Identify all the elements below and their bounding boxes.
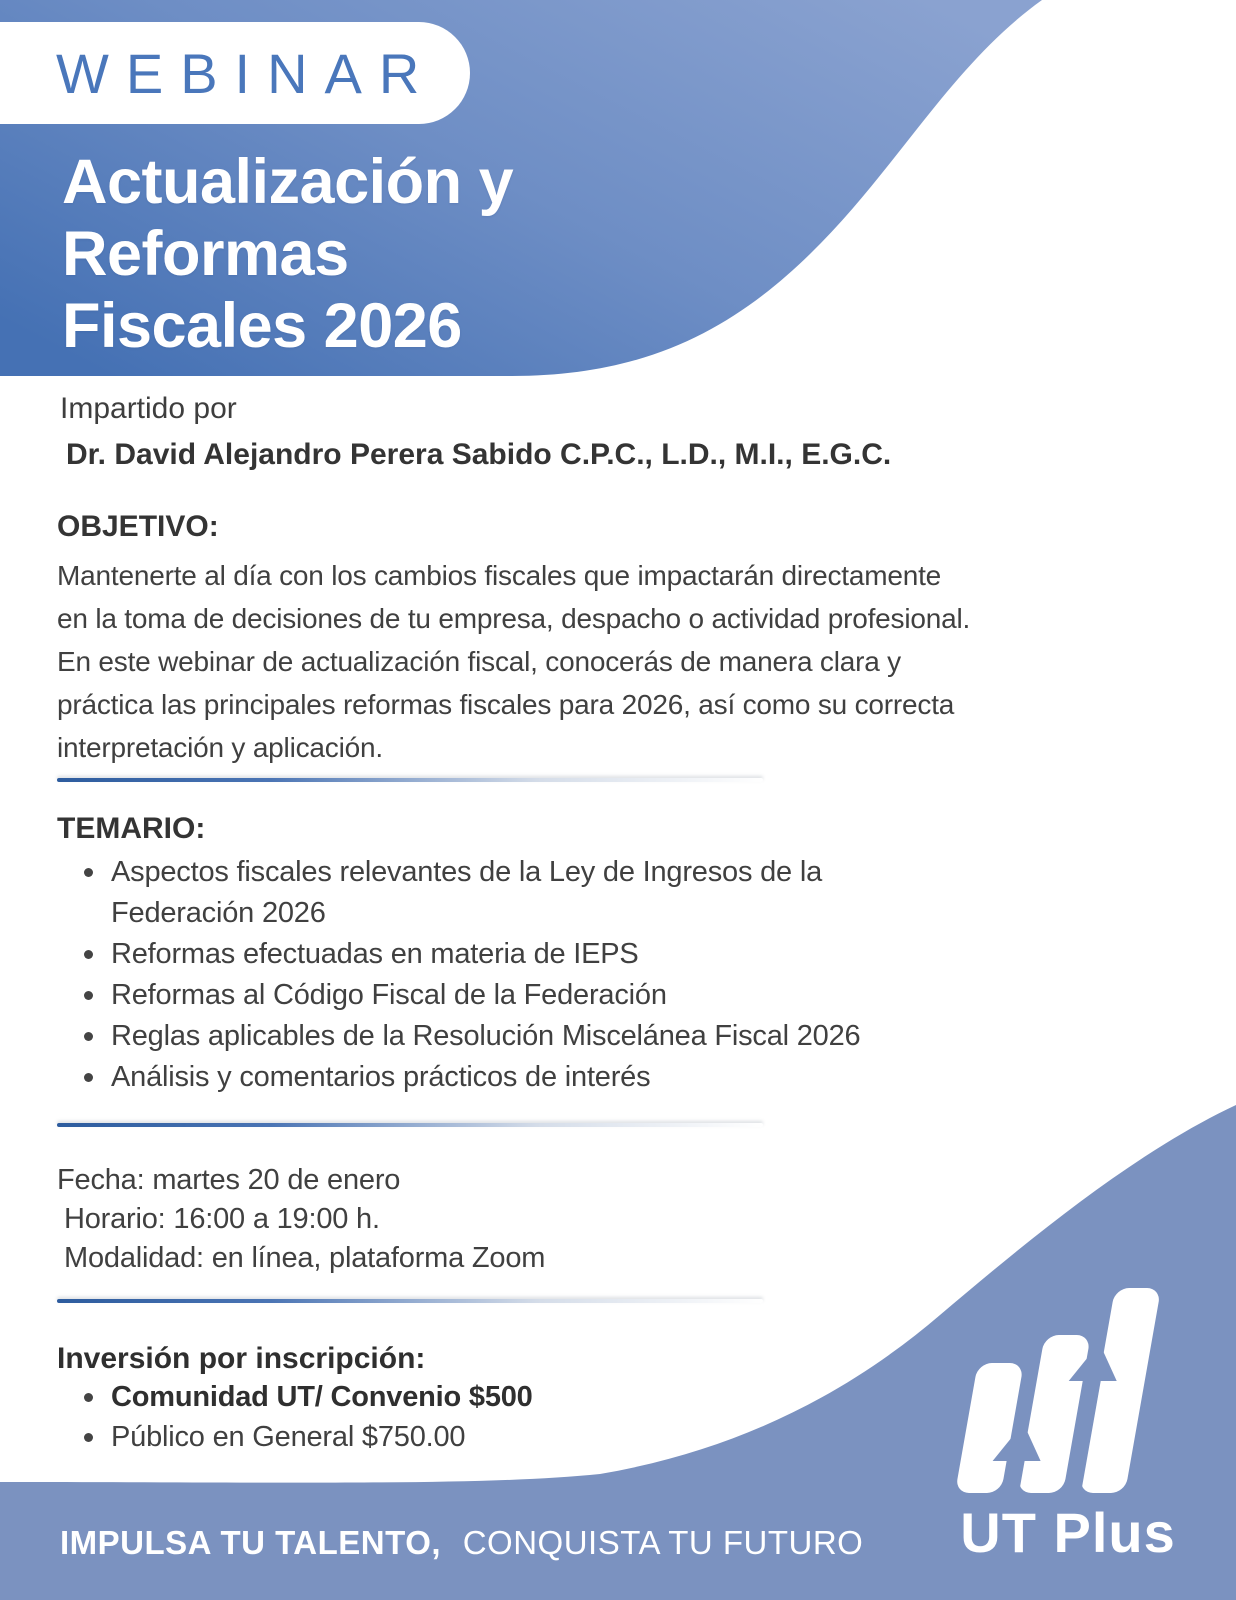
brand-wordmark: UT Plus xyxy=(960,1501,1176,1564)
tagline-bold: IMPULSA TU TALENTO, xyxy=(60,1524,442,1561)
title-line-2: Reformas xyxy=(62,219,349,289)
objective-line: en la toma de decisiones de tu empresa, despacho o actividad profesional. xyxy=(57,603,971,634)
bullet-icon xyxy=(84,868,93,877)
list-item xyxy=(84,934,941,975)
objective-heading: OBJETIVO: xyxy=(57,510,219,543)
objective-line: interpretación y aplicación. xyxy=(57,732,383,763)
webinar-badge xyxy=(0,22,470,124)
schedule-time: Horario: 16:00 a 19:00 h. xyxy=(64,1203,380,1235)
objective-line: En este webinar de actualización fiscal, conocerás de manera clara y xyxy=(57,646,901,677)
list-item xyxy=(84,852,941,934)
list-item-label: Reformas efectuadas en materia de IEPS xyxy=(111,938,639,970)
page-title xyxy=(62,146,513,362)
tagline-rest: CONQUISTA TU FUTURO xyxy=(462,1524,864,1561)
schedule-mode: Modalidad: en línea, plataforma Zoom xyxy=(64,1242,546,1274)
objective-line: práctica las principales reformas fiscales para 2026, así como su correcta xyxy=(57,689,955,720)
pricing-heading: Inversión por inscripción: xyxy=(57,1342,426,1375)
section-divider xyxy=(57,778,763,782)
list-item-label: Reglas aplicables de la Resolución Miscelánea Fiscal 2026 xyxy=(111,1020,861,1052)
webinar-badge-label: WEBINAR xyxy=(56,41,437,105)
speaker-intro: Impartido por xyxy=(60,392,237,425)
list-item-label: Aspectos fiscales relevantes de la Ley de Ingresos de la Federación 2026 xyxy=(111,856,822,929)
list-item xyxy=(84,975,941,1016)
bullet-icon xyxy=(84,1032,93,1041)
list-item xyxy=(84,1016,941,1057)
title-line-3: Fiscales 2026 xyxy=(62,291,462,361)
schedule-date: Fecha: martes 20 de enero xyxy=(57,1164,401,1196)
speaker-name: Dr. David Alejandro Perera Sabido C.P.C., L.D., M.I., E.G.C. xyxy=(66,438,892,471)
agenda-heading: TEMARIO: xyxy=(57,812,206,845)
bullet-icon xyxy=(84,950,93,959)
list-item-label: Análisis y comentarios prácticos de interés xyxy=(111,1061,651,1093)
utplus-logo-icon xyxy=(948,1283,1188,1497)
objective-body xyxy=(57,554,970,769)
title-line-1: Actualización y xyxy=(62,147,514,217)
agenda-list xyxy=(84,852,941,1098)
pricing-item-label: Comunidad UT/ Convenio $500 xyxy=(111,1381,533,1413)
pricing-item-label: Público en General $750.00 xyxy=(111,1421,466,1453)
footer-tagline xyxy=(60,1524,863,1562)
objective-line: Mantenerte al día con los cambios fiscales que impactarán directamente xyxy=(57,560,942,591)
list-item-label: Reformas al Código Fiscal de la Federación xyxy=(111,979,667,1011)
bullet-icon xyxy=(84,991,93,1000)
